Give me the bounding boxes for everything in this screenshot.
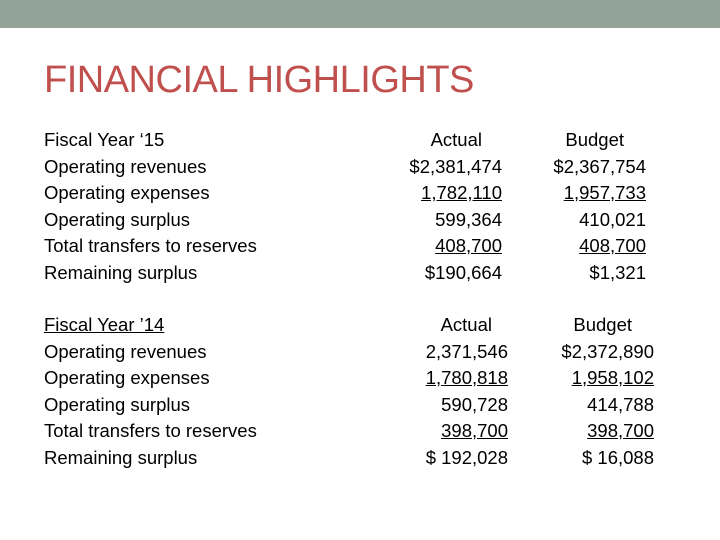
- row-label: Operating revenues: [44, 340, 207, 362]
- fy15-row-operating-surplus: [44, 209, 684, 236]
- fy14-actual-header: Actual: [440, 314, 492, 335]
- budget-value: $1,321: [589, 261, 646, 283]
- actual-value: 2,371,546: [425, 340, 508, 362]
- budget-value: 1,957,733: [563, 182, 646, 203]
- fy14-header-row: [44, 314, 684, 341]
- actual-value: 1,780,818: [425, 367, 508, 388]
- actual-value: 590,728: [441, 393, 508, 415]
- actual-value: 408,700: [435, 235, 502, 256]
- fy15-budget-header: Budget: [565, 129, 624, 150]
- budget-value: 408,700: [579, 235, 646, 256]
- row-label: Operating expenses: [44, 367, 210, 388]
- budget-value: $2,367,754: [553, 155, 646, 177]
- actual-value: 398,700: [441, 420, 508, 441]
- fy14-row-operating-expenses: [44, 367, 684, 394]
- budget-value: 410,021: [579, 208, 646, 230]
- budget-value: $ 16,088: [581, 446, 654, 468]
- row-label: Operating expenses: [44, 182, 210, 203]
- budget-value: 398,700: [587, 420, 654, 441]
- fy14-budget-header: Budget: [573, 314, 632, 335]
- fy15-row-transfers: [44, 235, 684, 262]
- row-label: Total transfers to reserves: [44, 235, 257, 256]
- row-label: Total transfers to reserves: [44, 420, 257, 441]
- row-label: Operating surplus: [44, 393, 191, 415]
- fy14-heading: Fiscal Year ’14: [44, 314, 165, 335]
- top-banner: [0, 0, 720, 28]
- fy14-row-remaining-surplus: [44, 447, 684, 474]
- budget-value: 414,788: [587, 393, 654, 415]
- slide-title: FINANCIAL HIGHLIGHTS: [44, 59, 474, 101]
- actual-value: $190,664: [424, 261, 502, 283]
- row-label: Operating revenues: [44, 155, 207, 177]
- fy15-table: [44, 129, 684, 288]
- row-label: Operating surplus: [44, 208, 191, 230]
- actual-value: 599,364: [435, 208, 502, 230]
- actual-value: $2,381,474: [409, 155, 502, 177]
- fy15-row-operating-revenues: [44, 156, 684, 183]
- row-label: Remaining surplus: [44, 261, 198, 283]
- fy14-row-transfers: [44, 420, 684, 447]
- row-label: Remaining surplus: [44, 446, 198, 468]
- fy14-row-operating-revenues: [44, 341, 684, 368]
- fy15-header-row: [44, 129, 684, 156]
- actual-value: $ 192,028: [425, 446, 508, 468]
- budget-value: 1,958,102: [571, 367, 654, 388]
- fy14-row-operating-surplus: [44, 394, 684, 421]
- fy15-row-remaining-surplus: [44, 262, 684, 289]
- fy15-heading: Fiscal Year ‘15: [44, 129, 165, 150]
- fy14-table: [44, 314, 684, 473]
- actual-value: 1,782,110: [421, 182, 502, 203]
- budget-value: $2,372,890: [561, 340, 654, 362]
- fy15-actual-header: Actual: [430, 129, 482, 150]
- fy15-row-operating-expenses: [44, 182, 684, 209]
